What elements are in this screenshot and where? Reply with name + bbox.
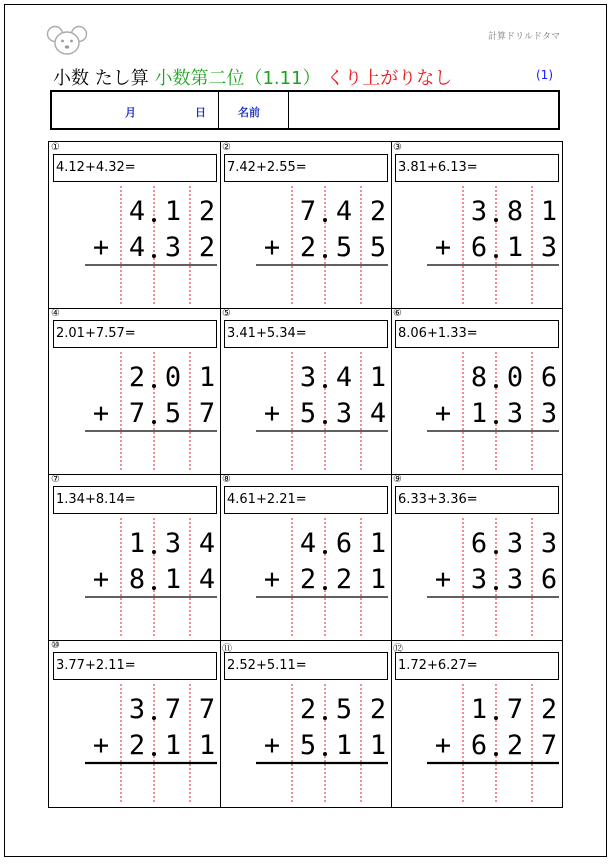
digit-b: 4 — [369, 398, 387, 429]
decimal-point — [494, 716, 498, 720]
expression-box: 1.34+8.14= — [53, 486, 217, 514]
digit-a: 6 — [470, 528, 488, 559]
plus-sign: + — [434, 232, 452, 263]
answer-area[interactable] — [85, 433, 217, 471]
problem-number: ⑩ — [51, 640, 60, 651]
expression-box: 3.81+6.13= — [395, 154, 559, 182]
digit-b: 7 — [540, 730, 558, 761]
digit-b: 3 — [335, 398, 353, 429]
problem-number: ④ — [51, 308, 60, 319]
title-red: くり上がりなし — [326, 68, 453, 89]
digit-b: 3 — [506, 564, 524, 595]
problem-number: ⑤ — [222, 308, 231, 319]
answer-area[interactable] — [85, 765, 217, 803]
problem-cell — [220, 640, 391, 806]
answer-area[interactable] — [427, 267, 559, 305]
decimal-point — [494, 420, 498, 424]
digit-b: 5 — [299, 398, 317, 429]
digit-b: 1 — [164, 564, 182, 595]
digit-b: 5 — [299, 730, 317, 761]
problem-cell — [220, 474, 391, 640]
problem-cell — [49, 474, 220, 640]
digit-a: 3 — [506, 528, 524, 559]
decimal-point — [323, 420, 327, 424]
answer-area[interactable] — [427, 599, 559, 637]
decimal-point — [152, 716, 156, 720]
digit-b: 5 — [335, 232, 353, 263]
digit-a: 2 — [198, 196, 216, 227]
title-green: 小数第二位（1.11） — [154, 68, 321, 89]
plus-sign: + — [92, 564, 110, 595]
decimal-point — [152, 586, 156, 590]
plus-sign: + — [434, 398, 452, 429]
digit-b: 2 — [128, 730, 146, 761]
digit-a: 1 — [164, 196, 182, 227]
page-title — [53, 64, 452, 90]
digit-b: 1 — [198, 730, 216, 761]
digit-b: 6 — [540, 564, 558, 595]
answer-area[interactable] — [256, 599, 388, 637]
digit-a: 7 — [164, 694, 182, 725]
plus-sign: + — [263, 564, 281, 595]
decimal-point — [323, 586, 327, 590]
decimal-point — [152, 752, 156, 756]
name-field[interactable] — [289, 92, 558, 128]
page-number: (1) — [536, 68, 553, 82]
answer-area[interactable] — [256, 433, 388, 471]
digit-b: 2 — [335, 564, 353, 595]
digit-a: 1 — [198, 362, 216, 393]
digit-a: 2 — [369, 196, 387, 227]
digit-a: 1 — [369, 362, 387, 393]
plus-sign: + — [92, 730, 110, 761]
problem-number: ⑨ — [393, 474, 402, 485]
plus-sign: + — [263, 398, 281, 429]
decimal-point — [494, 550, 498, 554]
digit-b: 3 — [164, 232, 182, 263]
month-label: 月 — [125, 106, 136, 119]
problem-cell — [220, 142, 391, 308]
digit-a: 5 — [335, 694, 353, 725]
digit-a: 4 — [299, 528, 317, 559]
digit-b: 2 — [299, 564, 317, 595]
problem-cell — [49, 142, 220, 308]
digit-b: 3 — [506, 398, 524, 429]
answer-area[interactable] — [427, 765, 559, 803]
decimal-point — [152, 420, 156, 424]
digit-a: 6 — [540, 362, 558, 393]
expression-box: 2.52+5.11= — [224, 652, 388, 680]
digit-b: 1 — [470, 398, 488, 429]
digit-a: 2 — [369, 694, 387, 725]
digit-b: 7 — [128, 398, 146, 429]
digit-b: 3 — [540, 398, 558, 429]
problem-number: ⑫ — [393, 644, 403, 655]
problem-number: ② — [222, 142, 231, 153]
answer-area[interactable] — [256, 765, 388, 803]
expression-box: 3.77+2.11= — [53, 652, 217, 680]
day-label: 日 — [195, 106, 206, 119]
digit-b: 3 — [540, 232, 558, 263]
plus-sign: + — [92, 398, 110, 429]
plus-sign: + — [92, 232, 110, 263]
problem-cell — [49, 640, 220, 806]
decimal-point — [152, 550, 156, 554]
expression-box: 2.01+7.57= — [53, 320, 217, 348]
decimal-point — [323, 550, 327, 554]
expression-box: 4.61+2.21= — [224, 486, 388, 514]
title-black: 小数 たし算 — [53, 68, 149, 89]
problem-number: ⑦ — [51, 474, 60, 485]
digit-a: 1 — [128, 528, 146, 559]
answer-area[interactable] — [427, 433, 559, 471]
digit-a: 7 — [198, 694, 216, 725]
digit-b: 1 — [164, 730, 182, 761]
digit-a: 1 — [540, 196, 558, 227]
decimal-point — [494, 254, 498, 258]
digit-b: 1 — [369, 564, 387, 595]
digit-b: 1 — [335, 730, 353, 761]
problem-number: ① — [51, 142, 60, 153]
expression-box: 3.41+5.34= — [224, 320, 388, 348]
decimal-point — [494, 752, 498, 756]
digit-b: 3 — [470, 564, 488, 595]
decimal-point — [323, 254, 327, 258]
problem-number: ③ — [393, 142, 402, 153]
info-row — [50, 90, 560, 130]
answer-area[interactable] — [85, 599, 217, 637]
problem-cell — [391, 474, 562, 640]
decimal-point — [152, 254, 156, 258]
answer-area[interactable] — [256, 267, 388, 305]
decimal-point — [152, 384, 156, 388]
problem-number: ⑪ — [222, 644, 232, 655]
expression-box: 4.12+4.32= — [53, 154, 217, 182]
decimal-point — [152, 218, 156, 222]
digit-a: 8 — [506, 196, 524, 227]
digit-a: 4 — [128, 196, 146, 227]
expression-box: 1.72+6.27= — [395, 652, 559, 680]
expression-box: 7.42+2.55= — [224, 154, 388, 182]
digit-b: 7 — [198, 398, 216, 429]
digit-a: 4 — [335, 196, 353, 227]
digit-a: 1 — [369, 528, 387, 559]
decimal-point — [323, 218, 327, 222]
digit-b: 4 — [198, 564, 216, 595]
decimal-point — [323, 716, 327, 720]
plus-sign: + — [263, 232, 281, 263]
digit-a: 2 — [540, 694, 558, 725]
digit-a: 7 — [506, 694, 524, 725]
digit-a: 3 — [299, 362, 317, 393]
digit-b: 2 — [299, 232, 317, 263]
digit-a: 3 — [128, 694, 146, 725]
mouse-logo-icon — [46, 24, 88, 58]
digit-b: 4 — [128, 232, 146, 263]
digit-a: 3 — [164, 528, 182, 559]
digit-b: 1 — [369, 730, 387, 761]
digit-a: 8 — [470, 362, 488, 393]
problem-cell — [391, 308, 562, 474]
digit-a: 7 — [299, 196, 317, 227]
digit-a: 2 — [299, 694, 317, 725]
decimal-point — [323, 752, 327, 756]
digit-b: 6 — [470, 232, 488, 263]
digit-a: 1 — [470, 694, 488, 725]
digit-a: 0 — [506, 362, 524, 393]
problem-cell — [220, 308, 391, 474]
decimal-point — [494, 586, 498, 590]
problem-number: ⑧ — [222, 474, 231, 485]
plus-sign: + — [434, 564, 452, 595]
digit-b: 5 — [369, 232, 387, 263]
expression-box: 6.33+3.36= — [395, 486, 559, 514]
decimal-point — [323, 384, 327, 388]
digit-b: 2 — [506, 730, 524, 761]
expression-box: 8.06+1.33= — [395, 320, 559, 348]
digit-b: 5 — [164, 398, 182, 429]
answer-area[interactable] — [85, 267, 217, 305]
plus-sign: + — [434, 730, 452, 761]
plus-sign: + — [263, 730, 281, 761]
decimal-point — [494, 384, 498, 388]
problem-grid — [48, 141, 563, 808]
digit-b: 2 — [198, 232, 216, 263]
digit-a: 0 — [164, 362, 182, 393]
digit-a: 3 — [540, 528, 558, 559]
problem-cell — [391, 640, 562, 806]
digit-a: 4 — [335, 362, 353, 393]
problem-number: ⑥ — [393, 308, 402, 319]
digit-a: 6 — [335, 528, 353, 559]
digit-a: 3 — [470, 196, 488, 227]
brand-text: 計算ドリルドタマ — [488, 32, 561, 42]
digit-b: 6 — [470, 730, 488, 761]
problem-cell — [49, 308, 220, 474]
digit-a: 2 — [128, 362, 146, 393]
digit-b: 1 — [506, 232, 524, 263]
digit-a: 4 — [198, 528, 216, 559]
problem-cell — [391, 142, 562, 308]
digit-b: 8 — [128, 564, 146, 595]
decimal-point — [494, 218, 498, 222]
name-label: 名前 — [238, 106, 260, 119]
